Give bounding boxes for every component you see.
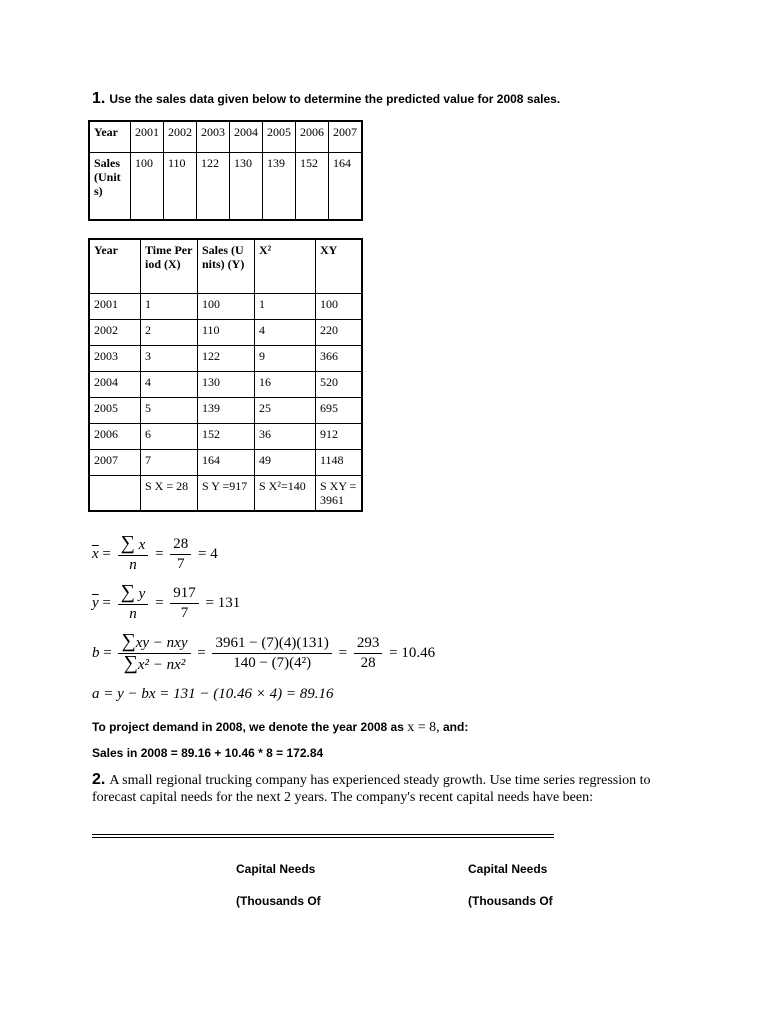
formula-result: = 10.46 (389, 644, 436, 661)
column-header: X² (255, 239, 316, 294)
question-text: A small regional trucking company has experienced steady growth. Use time series regression to forecast capital needs for the next 2 years. The company's recent capital needs have been: (92, 773, 651, 805)
table-header-row (89, 239, 362, 294)
table-cell: 220 (316, 320, 363, 346)
column-header: XY (316, 239, 363, 294)
table-cell: 1148 (316, 450, 363, 476)
question-number: 1. (92, 90, 106, 107)
capital-needs-header: Capital Needs (236, 862, 316, 876)
table-cell: 2004 (89, 372, 141, 398)
double-rule-divider (92, 834, 554, 838)
projection-sales: Sales in 2008 = 89.16 + 10.46 * 8 = 172.84 (92, 746, 324, 760)
table-cell: 4 (255, 320, 316, 346)
question-number: 2. (92, 771, 106, 788)
table-cell: 2003 (197, 121, 230, 153)
sigma-icon: ∑ (120, 581, 135, 603)
table-cell: 1 (255, 294, 316, 320)
table-cell: 7 (141, 450, 198, 476)
table-cell: 2004 (230, 121, 263, 153)
sigma-icon: ∑ (121, 630, 136, 652)
sales-data-table (88, 120, 363, 221)
table-cell: 2001 (89, 294, 141, 320)
question-text: Use the sales data given below to determine the predicted value for 2008 sales. (109, 92, 561, 106)
formula-ybar: $\overline{y}$ = $\frac{\sum y}{n}$ = $\frac{917}{7}$ = 131 (92, 581, 241, 622)
table-cell: 2 (141, 320, 198, 346)
table-cell: 2006 (89, 424, 141, 450)
formula-result: = 4 (198, 545, 218, 562)
table-cell: 2002 (89, 320, 141, 346)
table-cell: 2002 (164, 121, 197, 153)
table-cell: Sales (Units) (89, 153, 131, 221)
table-cell: 110 (164, 153, 197, 221)
table-row (89, 121, 362, 153)
question-2-paragraph (92, 771, 682, 806)
table-cell: 122 (197, 153, 230, 221)
table-cell: 16 (255, 372, 316, 398)
table-cell: 49 (255, 450, 316, 476)
table-row (89, 346, 362, 372)
table-row (89, 153, 362, 221)
table-cell: 100 (316, 294, 363, 320)
sum-x-cell: S X = 28 (141, 476, 198, 512)
table-cell: 520 (316, 372, 363, 398)
formula-lhs: $\overline{x}$ (92, 545, 99, 562)
table-row (89, 320, 362, 346)
table-cell: 164 (329, 153, 363, 221)
question-1-heading (92, 90, 560, 108)
capital-needs-subheader: (Thousands Of (236, 894, 321, 908)
table-cell: 36 (255, 424, 316, 450)
table-row (89, 450, 362, 476)
column-header: Year (89, 239, 141, 294)
table-cell: 25 (255, 398, 316, 424)
table-cell: 3 (141, 346, 198, 372)
sum-y-cell: S Y =917 (198, 476, 255, 512)
table-row (89, 398, 362, 424)
table-cell: 139 (263, 153, 296, 221)
table-cell: 152 (198, 424, 255, 450)
table-cell: 122 (198, 346, 255, 372)
table-cell: 366 (316, 346, 363, 372)
sigma-icon: ∑ (123, 652, 138, 674)
table-row (89, 294, 362, 320)
x-value: x = 8, (407, 720, 440, 735)
table-cell: 152 (296, 153, 329, 221)
fraction: $\frac{\sum x}{n}$ (118, 534, 149, 575)
sigma-icon: ∑ (120, 532, 135, 554)
fraction: $\frac{293}{28}$ (354, 634, 383, 673)
table-cell: 9 (255, 346, 316, 372)
table-cell: 6 (141, 424, 198, 450)
table-cell: 2003 (89, 346, 141, 372)
table-footer-row (89, 476, 362, 512)
table-row (89, 424, 362, 450)
table-cell: 912 (316, 424, 363, 450)
table-cell (89, 476, 141, 512)
table-cell: 2007 (89, 450, 141, 476)
table-cell: 164 (198, 450, 255, 476)
table-cell: 100 (131, 153, 164, 221)
table-cell: 2005 (89, 398, 141, 424)
table-cell: 4 (141, 372, 198, 398)
table-cell: 130 (198, 372, 255, 398)
table-cell: 110 (198, 320, 255, 346)
fraction: $\frac{917}{7}$ (170, 584, 199, 623)
fraction: $\frac{28}{7}$ (170, 535, 191, 574)
fraction: $\frac{3961 - (7)(4)(131)}{\text{140 − (7)(4²)}}$ (212, 634, 331, 673)
formula-result: = 131 (205, 594, 241, 611)
table-cell: 130 (230, 153, 263, 221)
table-cell: 139 (198, 398, 255, 424)
column-header: Time Period (X) (141, 239, 198, 294)
projection-text: To project demand in 2008, we denote the year 2008 as x = 8, and: (92, 720, 469, 735)
table-row (89, 372, 362, 398)
sum-xy-cell: S XY = 3961 (316, 476, 363, 512)
table-cell: 1 (141, 294, 198, 320)
fraction: $\frac{\text{∑xy − nxy}}{\text{∑x² − nx²}}$ (118, 632, 190, 675)
table-cell: 2006 (296, 121, 329, 153)
table-cell: 5 (141, 398, 198, 424)
formula-lhs: b (92, 644, 100, 661)
table-cell: Year (89, 121, 131, 153)
table-cell: 2007 (329, 121, 363, 153)
regression-table (88, 238, 363, 512)
capital-needs-header: Capital Needs (468, 862, 548, 876)
capital-needs-subheader: (Thousands Of (468, 894, 553, 908)
table-cell: 695 (316, 398, 363, 424)
fraction: $\frac{\sum y}{n}$ (118, 583, 149, 624)
formula-lhs: $\overline{y}$ (92, 594, 99, 611)
table-cell: 2001 (131, 121, 164, 153)
column-header: Sales (Units) (Y) (198, 239, 255, 294)
formula-a: a = y − bx = 131 − (10.46 × 4) = 89.16 (92, 686, 334, 702)
formula-b: b = $\frac{\text{∑xy − nxy}}{\text{∑x² − nx²}}$ = $\frac{3961 - (7)(4)(131)}{\text{140 − (7)(4²)}}$ = $\frac{293}{28}$ = 10.46 (92, 630, 436, 674)
table-cell: 2005 (263, 121, 296, 153)
sum-x2-cell: S X²=140 (255, 476, 316, 512)
table-cell: 100 (198, 294, 255, 320)
formula-xbar: $\overline{x}$ = $\frac{\sum x}{n}$ = $\frac{28}{7}$ = 4 (92, 532, 218, 573)
